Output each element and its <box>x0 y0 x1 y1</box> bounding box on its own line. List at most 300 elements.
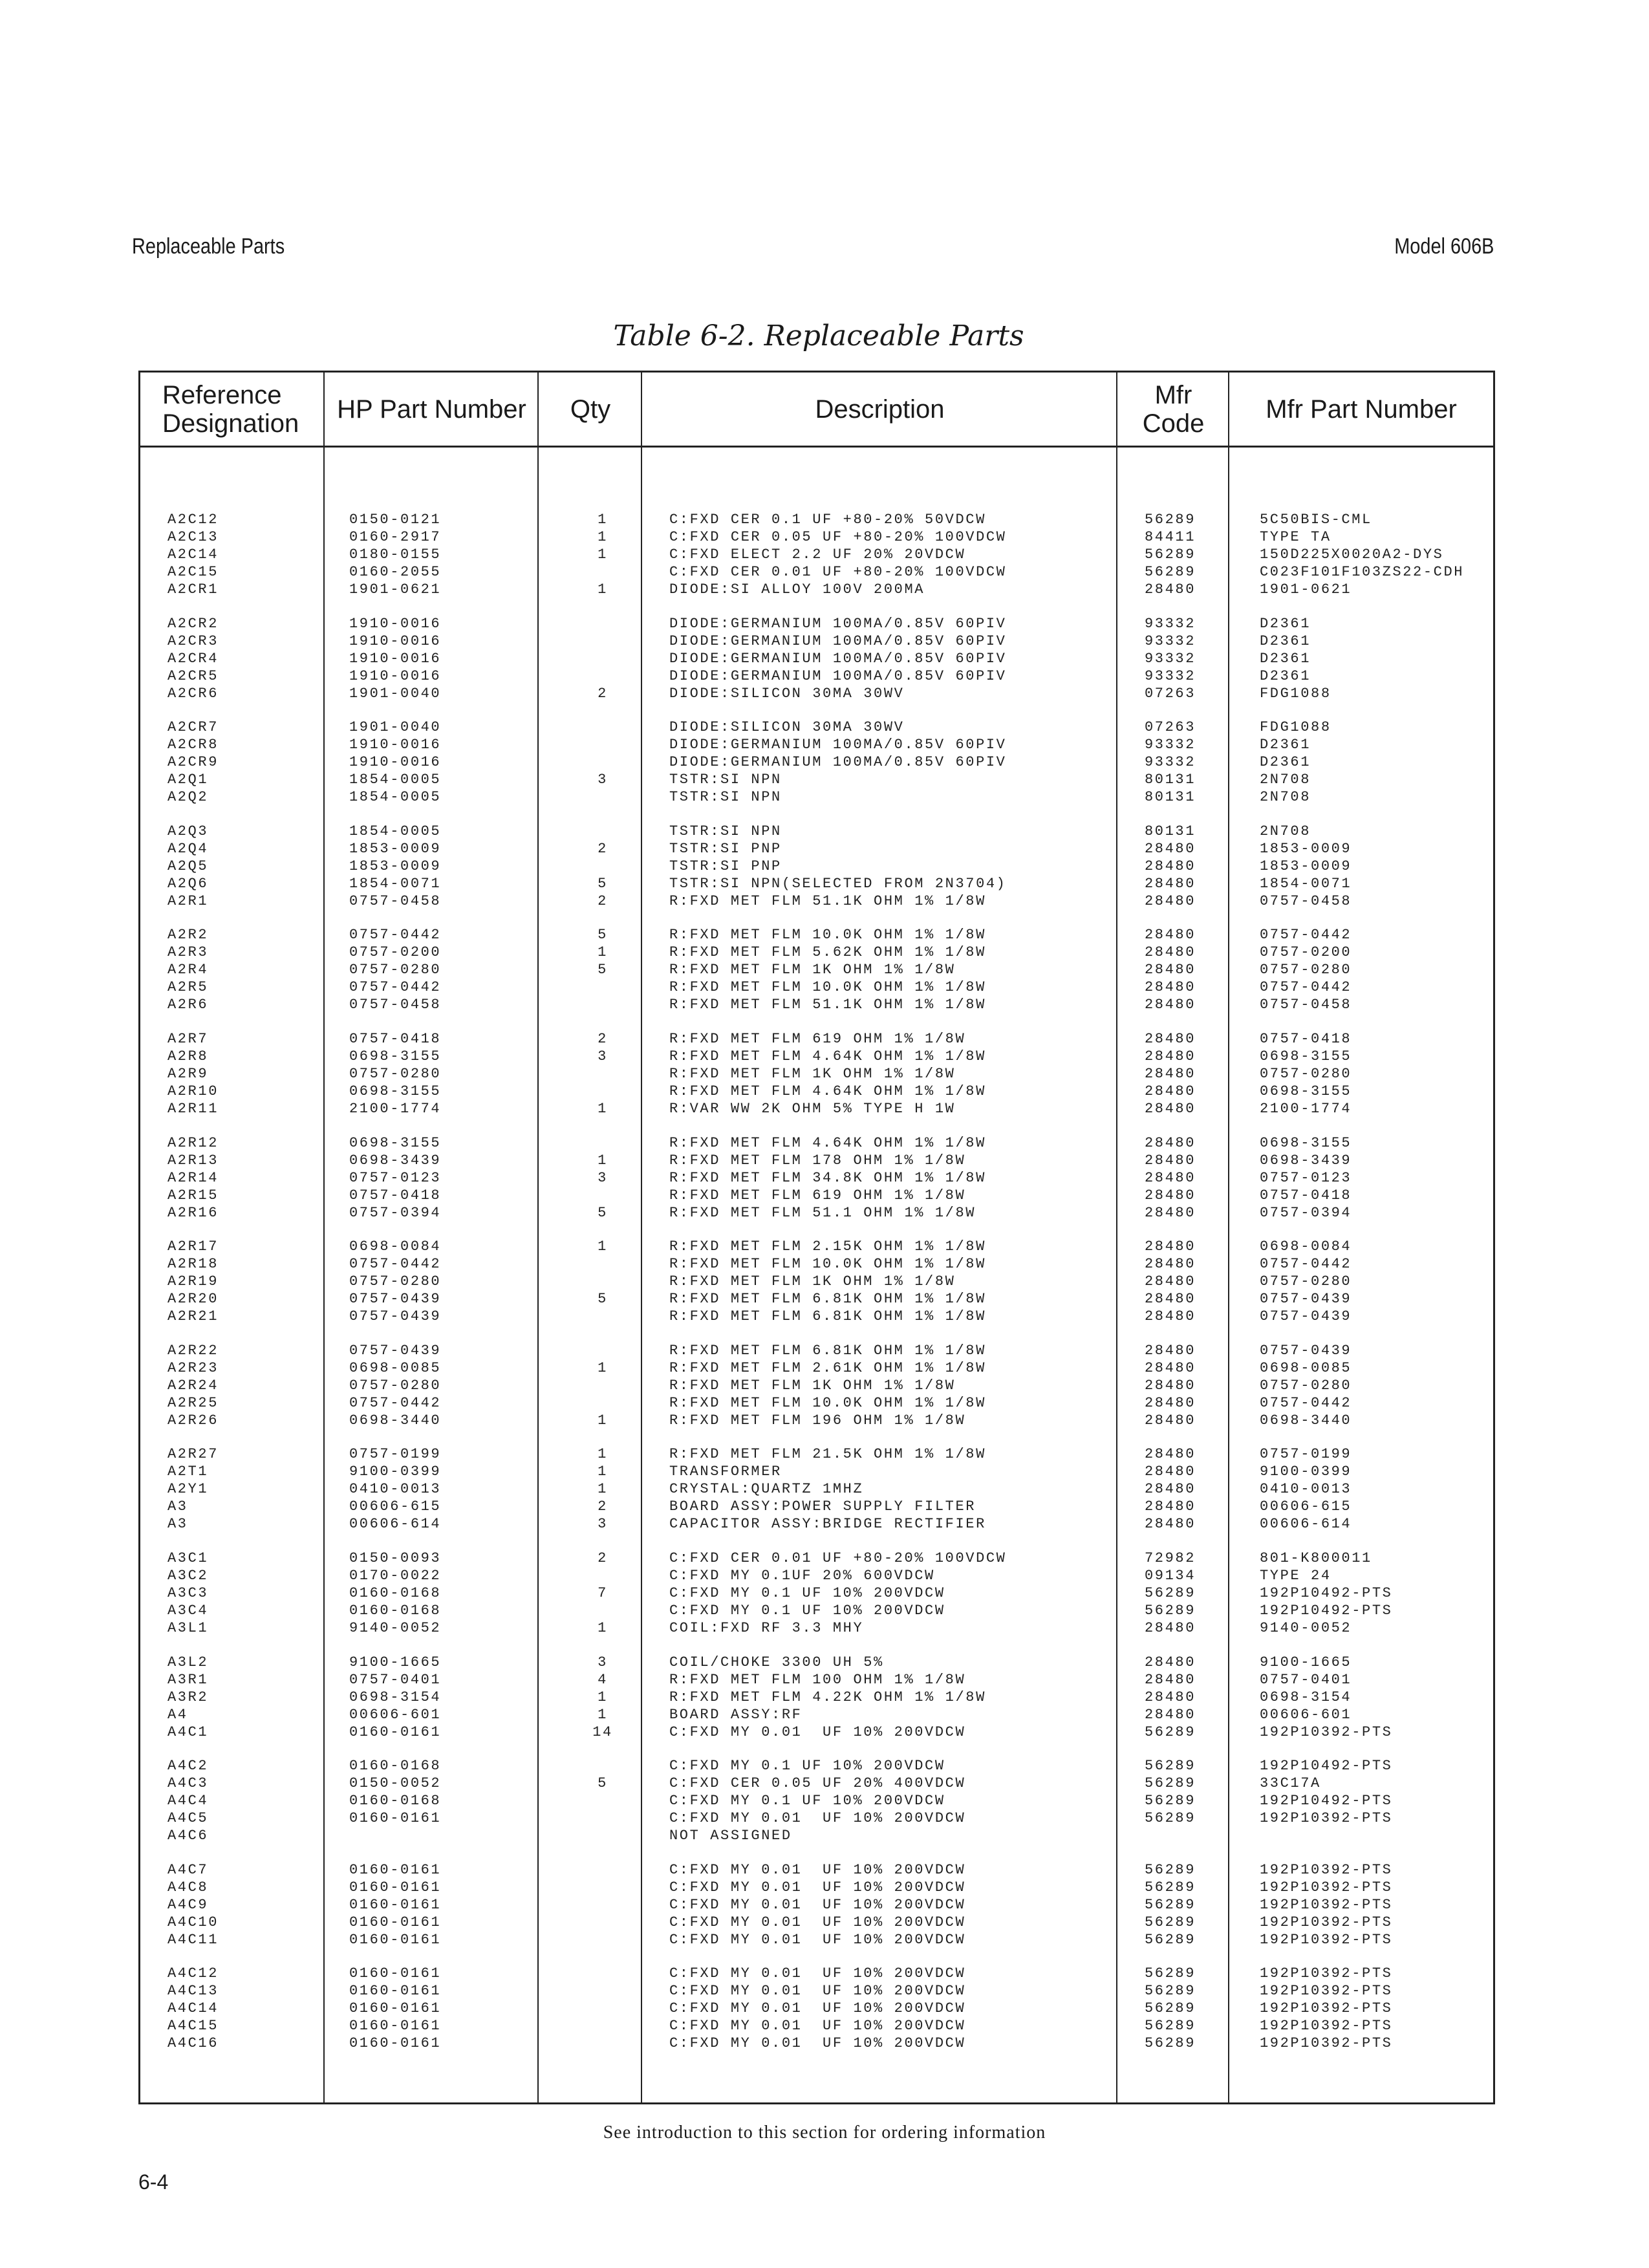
description-cell: DIODE:GERMANIUM 100MA/0.85V 60PIV <box>669 737 1007 753</box>
hp-part-number-cell: 9140-0052 <box>349 1620 442 1636</box>
hp-part-number-cell: 2100-1774 <box>349 1101 442 1117</box>
mfr-code-cell: 28480 <box>1145 1620 1196 1636</box>
mfr-part-number-cell: 9100-1665 <box>1260 1654 1352 1670</box>
column-divider <box>1228 373 1229 2102</box>
description-cell: R:FXD MET FLM 6.81K OHM 1% 1/8W <box>669 1308 986 1325</box>
mfr-part-number-cell: 192P10492-PTS <box>1260 1758 1393 1775</box>
description-cell: DIODE:GERMANIUM 100MA/0.85V 60PIV <box>669 632 1007 649</box>
hp-part-number-cell: 0160-0168 <box>349 1603 442 1619</box>
description-cell: C:FXD MY 0.01 UF 10% 200VDCW <box>669 2000 966 2017</box>
qty-cell: 1 <box>598 1446 608 1463</box>
ref-designation-cell: A2Q3 <box>167 823 209 839</box>
ref-designation-cell: A3 <box>167 1498 188 1515</box>
ref-designation-cell: A2R7 <box>167 1031 209 1047</box>
mfr-part-number-cell: 00606-601 <box>1260 1706 1352 1723</box>
hp-part-number-cell: 0170-0022 <box>349 1568 442 1584</box>
mfr-part-number-cell: C023F101F103ZS22-CDH <box>1260 564 1465 580</box>
column-header-mfr-code: Mfr Code <box>1142 380 1205 438</box>
description-cell: R:FXD MET FLM 4.22K OHM 1% 1/8W <box>669 1689 986 1705</box>
hp-part-number-cell: 1854-0005 <box>349 823 442 839</box>
qty-cell: 3 <box>598 1169 608 1186</box>
qty-cell: 1 <box>598 581 608 598</box>
qty-cell: 1 <box>598 1101 608 1117</box>
mfr-part-number-cell: 0757-0442 <box>1260 1394 1352 1411</box>
ref-designation-cell: A2Q5 <box>167 858 209 874</box>
hp-part-number-cell: 00606-601 <box>349 1706 442 1723</box>
mfr-part-number-cell: 192P10492-PTS <box>1260 1585 1393 1601</box>
hp-part-number-cell: 0757-0458 <box>349 997 442 1013</box>
mfr-code-cell: 93332 <box>1145 650 1196 667</box>
ref-designation-cell: A2R23 <box>167 1359 219 1376</box>
mfr-part-number-cell: 0698-3439 <box>1260 1152 1352 1169</box>
mfr-part-number-cell: 192P10392-PTS <box>1260 2035 1393 2052</box>
description-cell: R:FXD MET FLM 619 OHM 1% 1/8W <box>669 1031 966 1047</box>
description-cell: R:FXD MET FLM 4.64K OHM 1% 1/8W <box>669 1083 986 1099</box>
description-cell: R:FXD MET FLM 178 OHM 1% 1/8W <box>669 1152 966 1169</box>
mfr-code-cell: 56289 <box>1145 2035 1196 2052</box>
ref-designation-cell: A4 <box>167 1706 188 1723</box>
hp-part-number-cell: 0698-3155 <box>349 1048 442 1064</box>
mfr-code-cell: 28480 <box>1145 875 1196 892</box>
qty-cell: 1 <box>598 1620 608 1636</box>
mfr-part-number-cell: 192P10392-PTS <box>1260 2000 1393 2017</box>
description-cell: R:FXD MET FLM 4.64K OHM 1% 1/8W <box>669 1048 986 1064</box>
mfr-part-number-cell: 0757-0280 <box>1260 1273 1352 1290</box>
ref-designation-cell: A2CR3 <box>167 632 219 649</box>
mfr-code-cell: 28480 <box>1145 1412 1196 1429</box>
mfr-code-cell: 28480 <box>1145 927 1196 944</box>
ref-designation-cell: A4C13 <box>167 1983 219 2000</box>
description-cell: R:FXD MET FLM 10.0K OHM 1% 1/8W <box>669 979 986 996</box>
ref-designation-cell: A3R2 <box>167 1689 209 1705</box>
description-cell: TSTR:SI PNP <box>669 840 782 857</box>
ref-designation-cell: A2CR1 <box>167 581 219 598</box>
mfr-part-number-cell: 9100-0399 <box>1260 1463 1352 1480</box>
description-cell: C:FXD MY 0.01 UF 10% 200VDCW <box>669 2018 966 2035</box>
qty-cell: 3 <box>598 1048 608 1064</box>
mfr-code-cell: 80131 <box>1145 789 1196 806</box>
mfr-code-cell: 56289 <box>1145 1879 1196 1895</box>
description-cell: R:FXD MET FLM 10.0K OHM 1% 1/8W <box>669 1256 986 1273</box>
mfr-part-number-cell: D2361 <box>1260 667 1311 684</box>
mfr-part-number-cell: 0757-0442 <box>1260 1256 1352 1273</box>
ref-designation-cell: A2Q2 <box>167 789 209 806</box>
mfr-part-number-cell: 192P10392-PTS <box>1260 1914 1393 1930</box>
ref-designation-cell: A4C1 <box>167 1723 209 1740</box>
description-cell: C:FXD CER 0.05 UF 20% 400VDCW <box>669 1775 966 1792</box>
qty-cell: 2 <box>598 840 608 857</box>
ref-designation-cell: A3 <box>167 1516 188 1533</box>
ref-designation-cell: A2R2 <box>167 927 209 944</box>
hp-part-number-cell: 0757-0280 <box>349 1066 442 1082</box>
page-number: 6-4 <box>138 2170 169 2194</box>
mfr-code-cell: 80131 <box>1145 772 1196 788</box>
description-cell: C:FXD CER 0.05 UF +80-20% 100VDCW <box>669 529 1007 545</box>
description-cell: C:FXD MY 0.1 UF 10% 200VDCW <box>669 1758 945 1775</box>
mfr-code-cell: 56289 <box>1145 1585 1196 1601</box>
mfr-part-number-cell: 00606-615 <box>1260 1498 1352 1515</box>
qty-cell: 1 <box>598 1463 608 1480</box>
mfr-part-number-cell: D2361 <box>1260 632 1311 649</box>
hp-part-number-cell: 1910-0016 <box>349 650 442 667</box>
qty-cell: 1 <box>598 512 608 528</box>
description-cell: TSTR:SI NPN <box>669 772 782 788</box>
qty-cell: 7 <box>598 1585 608 1601</box>
mfr-code-cell: 56289 <box>1145 546 1196 563</box>
description-cell: R:FXD MET FLM 51.1K OHM 1% 1/8W <box>669 892 986 909</box>
column-header-reference: Reference Designation <box>162 380 299 438</box>
hp-part-number-cell: 0160-0161 <box>349 1983 442 2000</box>
table-title: Table 6-2. Replaceable Parts <box>613 319 1024 352</box>
ref-designation-cell: A2CR6 <box>167 685 219 702</box>
description-cell: R:FXD MET FLM 1K OHM 1% 1/8W <box>669 1066 956 1082</box>
ref-designation-cell: A2R6 <box>167 997 209 1013</box>
hp-part-number-cell: 9100-1665 <box>349 1654 442 1670</box>
ref-designation-cell: A2R13 <box>167 1152 219 1169</box>
ref-designation-cell: A2CR5 <box>167 667 219 684</box>
hp-part-number-cell: 0757-0439 <box>349 1342 442 1359</box>
mfr-code-cell: 28480 <box>1145 858 1196 874</box>
description-cell: R:FXD MET FLM 1K OHM 1% 1/8W <box>669 1273 956 1290</box>
description-cell: CRYSTAL:QUARTZ 1MHZ <box>669 1481 864 1498</box>
ref-designation-cell: A2R8 <box>167 1048 209 1064</box>
mfr-code-cell: 28480 <box>1145 1238 1196 1255</box>
mfr-code-cell: 28480 <box>1145 944 1196 961</box>
mfr-code-cell: 84411 <box>1145 529 1196 545</box>
hp-part-number-cell: 0698-3155 <box>349 1134 442 1151</box>
mfr-code-cell: 28480 <box>1145 1169 1196 1186</box>
mfr-code-cell: 28480 <box>1145 1481 1196 1498</box>
mfr-code-cell: 28480 <box>1145 1101 1196 1117</box>
description-cell: R:FXD MET FLM 10.0K OHM 1% 1/8W <box>669 927 986 944</box>
ref-designation-cell: A2CR9 <box>167 754 219 771</box>
hp-part-number-cell: 00606-615 <box>349 1498 442 1515</box>
description-cell: C:FXD ELECT 2.2 UF 20% 20VDCW <box>669 546 966 563</box>
qty-cell: 2 <box>598 1498 608 1515</box>
ref-designation-cell: A2CR4 <box>167 650 219 667</box>
mfr-part-number-cell: 150D225X0020A2-DYS <box>1260 546 1444 563</box>
hp-part-number-cell: 0160-0161 <box>349 2000 442 2017</box>
ref-designation-cell: A2R4 <box>167 962 209 978</box>
ref-designation-cell: A4C4 <box>167 1793 209 1809</box>
ref-designation-cell: A2R3 <box>167 944 209 961</box>
mfr-code-cell: 56289 <box>1145 1603 1196 1619</box>
hp-part-number-cell: 1910-0016 <box>349 632 442 649</box>
ref-designation-cell: A2R12 <box>167 1134 219 1151</box>
ref-designation-cell: A2R27 <box>167 1446 219 1463</box>
mfr-code-cell: 28480 <box>1145 997 1196 1013</box>
mfr-code-cell: 56289 <box>1145 2018 1196 2035</box>
description-cell: C:FXD MY 0.1 UF 10% 200VDCW <box>669 1603 945 1619</box>
hp-part-number-cell: 0160-0168 <box>349 1758 442 1775</box>
qty-cell: 14 <box>592 1723 613 1740</box>
description-cell: TSTR:SI NPN <box>669 823 782 839</box>
ref-designation-cell: A4C9 <box>167 1896 209 1913</box>
ref-designation-cell: A4C8 <box>167 1879 209 1895</box>
ref-designation-cell: A2C12 <box>167 512 219 528</box>
mfr-code-cell: 80131 <box>1145 823 1196 839</box>
mfr-part-number-cell: TYPE TA <box>1260 529 1331 545</box>
ordering-note: See introduction to this section for ordering information <box>603 2122 1046 2143</box>
mfr-code-cell: 28480 <box>1145 1342 1196 1359</box>
mfr-part-number-cell: FDG1088 <box>1260 719 1331 736</box>
description-cell: C:FXD MY 0.01 UF 10% 200VDCW <box>669 1965 966 1982</box>
mfr-code-cell: 28480 <box>1145 1048 1196 1064</box>
mfr-code-cell: 28480 <box>1145 1654 1196 1670</box>
description-cell: C:FXD MY 0.01 UF 10% 200VDCW <box>669 1879 966 1895</box>
qty-cell: 1 <box>598 1152 608 1169</box>
qty-cell: 5 <box>598 927 608 944</box>
hp-part-number-cell: 0757-0280 <box>349 1273 442 1290</box>
mfr-part-number-cell: 192P10392-PTS <box>1260 1931 1393 1948</box>
mfr-part-number-cell: 1853-0009 <box>1260 840 1352 857</box>
mfr-code-cell: 28480 <box>1145 1671 1196 1688</box>
mfr-part-number-cell: 192P10492-PTS <box>1260 1793 1393 1809</box>
ref-designation-cell: A2R26 <box>167 1412 219 1429</box>
table-header <box>140 373 1493 448</box>
description-cell: R:FXD MET FLM 21.5K OHM 1% 1/8W <box>669 1446 986 1463</box>
description-cell: C:FXD CER 0.01 UF +80-20% 100VDCW <box>669 564 1007 580</box>
ref-designation-cell: A3C2 <box>167 1568 209 1584</box>
ref-designation-cell: A4C14 <box>167 2000 219 2017</box>
qty-cell: 1 <box>598 1359 608 1376</box>
description-cell: R:FXD MET FLM 1K OHM 1% 1/8W <box>669 1377 956 1394</box>
hp-part-number-cell: 1901-0621 <box>349 581 442 598</box>
description-cell: TSTR:SI NPN(SELECTED FROM 2N3704) <box>669 875 1007 892</box>
qty-cell: 3 <box>598 1516 608 1533</box>
mfr-part-number-cell: D2361 <box>1260 650 1311 667</box>
hp-part-number-cell: 0160-0161 <box>349 1965 442 1982</box>
description-cell: DIODE:GERMANIUM 100MA/0.85V 60PIV <box>669 650 1007 667</box>
qty-cell: 1 <box>598 1689 608 1705</box>
description-cell: R:FXD MET FLM 1K OHM 1% 1/8W <box>669 962 956 978</box>
mfr-code-cell: 56289 <box>1145 564 1196 580</box>
mfr-code-cell: 72982 <box>1145 1550 1196 1566</box>
hp-part-number-cell: 0160-0161 <box>349 2035 442 2052</box>
mfr-code-cell: 28480 <box>1145 962 1196 978</box>
mfr-code-cell: 09134 <box>1145 1568 1196 1584</box>
mfr-part-number-cell: 0757-0458 <box>1260 892 1352 909</box>
hp-part-number-cell: 0757-0199 <box>349 1446 442 1463</box>
ref-designation-cell: A2R20 <box>167 1291 219 1308</box>
ref-designation-cell: A2R1 <box>167 892 209 909</box>
mfr-part-number-cell: 0757-0439 <box>1260 1342 1352 1359</box>
hp-part-number-cell: 0757-0439 <box>349 1291 442 1308</box>
ref-designation-cell: A4C6 <box>167 1828 209 1844</box>
hp-part-number-cell: 1901-0040 <box>349 685 442 702</box>
column-header-qty: Qty <box>570 394 611 424</box>
mfr-code-cell: 28480 <box>1145 1394 1196 1411</box>
hp-part-number-cell: 0160-0161 <box>349 2018 442 2035</box>
ref-designation-cell: A4C3 <box>167 1775 209 1792</box>
description-cell: BOARD ASSY:RF <box>669 1706 803 1723</box>
hp-part-number-cell: 0757-0442 <box>349 979 442 996</box>
mfr-code-cell: 56289 <box>1145 1758 1196 1775</box>
description-cell: R:FXD MET FLM 6.81K OHM 1% 1/8W <box>669 1291 986 1308</box>
qty-cell: 1 <box>598 1706 608 1723</box>
hp-part-number-cell: 0160-0168 <box>349 1793 442 1809</box>
description-cell: R:FXD MET FLM 100 OHM 1% 1/8W <box>669 1671 966 1688</box>
mfr-part-number-cell: 801-K800011 <box>1260 1550 1372 1566</box>
description-cell: C:FXD MY 0.01 UF 10% 200VDCW <box>669 1931 966 1948</box>
mfr-code-cell: 28480 <box>1145 1291 1196 1308</box>
description-cell: C:FXD MY 0.1 UF 10% 200VDCW <box>669 1585 945 1601</box>
column-divider <box>1116 373 1117 2102</box>
hp-part-number-cell: 1854-0005 <box>349 772 442 788</box>
mfr-part-number-cell: 0757-0394 <box>1260 1204 1352 1221</box>
qty-cell: 2 <box>598 1031 608 1047</box>
mfr-part-number-cell: 192P10392-PTS <box>1260 1983 1393 2000</box>
mfr-code-cell: 56289 <box>1145 2000 1196 2017</box>
hp-part-number-cell: 0160-0161 <box>349 1931 442 1948</box>
hp-part-number-cell: 00606-614 <box>349 1516 442 1533</box>
mfr-part-number-cell: D2361 <box>1260 615 1311 632</box>
hp-part-number-cell: 0757-0418 <box>349 1187 442 1204</box>
ref-designation-cell: A2CR2 <box>167 615 219 632</box>
ref-designation-cell: A4C12 <box>167 1965 219 1982</box>
mfr-code-cell: 28480 <box>1145 1204 1196 1221</box>
hp-part-number-cell: 1910-0016 <box>349 737 442 753</box>
ref-designation-cell: A4C2 <box>167 1758 209 1775</box>
mfr-code-cell: 93332 <box>1145 615 1196 632</box>
mfr-part-number-cell: 0698-3155 <box>1260 1083 1352 1099</box>
hp-part-number-cell: 0757-0401 <box>349 1671 442 1688</box>
description-cell: R:FXD MET FLM 2.61K OHM 1% 1/8W <box>669 1359 986 1376</box>
mfr-part-number-cell: 192P10392-PTS <box>1260 1896 1393 1913</box>
description-cell: C:FXD MY 0.01 UF 10% 200VDCW <box>669 1723 966 1740</box>
description-cell: NOT ASSIGNED <box>669 1828 792 1844</box>
ref-designation-cell: A2R22 <box>167 1342 219 1359</box>
ref-designation-cell: A4C15 <box>167 2018 219 2035</box>
hp-part-number-cell: 1854-0005 <box>349 789 442 806</box>
mfr-code-cell: 28480 <box>1145 1689 1196 1705</box>
hp-part-number-cell: 0757-0442 <box>349 1394 442 1411</box>
hp-part-number-cell: 0757-0200 <box>349 944 442 961</box>
mfr-code-cell: 28480 <box>1145 1498 1196 1515</box>
hp-part-number-cell: 1910-0016 <box>349 754 442 771</box>
qty-cell: 1 <box>598 1412 608 1429</box>
ref-designation-cell: A2Q4 <box>167 840 209 857</box>
qty-cell: 2 <box>598 685 608 702</box>
mfr-part-number-cell: 0757-0439 <box>1260 1291 1352 1308</box>
mfr-part-number-cell: D2361 <box>1260 754 1311 771</box>
ref-designation-cell: A2R21 <box>167 1308 219 1325</box>
mfr-part-number-cell: 0757-0401 <box>1260 1671 1352 1688</box>
description-cell: TRANSFORMER <box>669 1463 782 1480</box>
mfr-part-number-cell: 0757-0442 <box>1260 979 1352 996</box>
ref-designation-cell: A3L2 <box>167 1654 209 1670</box>
ref-designation-cell: A2C14 <box>167 546 219 563</box>
mfr-code-cell: 56289 <box>1145 1723 1196 1740</box>
qty-cell: 2 <box>598 1550 608 1566</box>
hp-part-number-cell: 0757-0394 <box>349 1204 442 1221</box>
mfr-part-number-cell: 1901-0621 <box>1260 581 1352 598</box>
description-cell: R:FXD MET FLM 10.0K OHM 1% 1/8W <box>669 1394 986 1411</box>
description-cell: C:FXD CER 0.1 UF +80-20% 50VDCW <box>669 512 986 528</box>
mfr-part-number-cell: 2N708 <box>1260 789 1311 806</box>
hp-part-number-cell: 1910-0016 <box>349 615 442 632</box>
mfr-code-cell: 28480 <box>1145 1706 1196 1723</box>
mfr-part-number-cell: 192P10392-PTS <box>1260 1723 1393 1740</box>
ref-designation-cell: A2R17 <box>167 1238 219 1255</box>
hp-part-number-cell: 0757-0418 <box>349 1031 442 1047</box>
qty-cell: 5 <box>598 962 608 978</box>
description-cell: CAPACITOR ASSY:BRIDGE RECTIFIER <box>669 1516 986 1533</box>
mfr-code-cell: 56289 <box>1145 1914 1196 1930</box>
description-cell: C:FXD MY 0.1UF 20% 600VDCW <box>669 1568 935 1584</box>
mfr-code-cell: 56289 <box>1145 1861 1196 1878</box>
mfr-part-number-cell: 33C17A <box>1260 1775 1321 1792</box>
description-cell: R:FXD MET FLM 51.1K OHM 1% 1/8W <box>669 997 986 1013</box>
mfr-part-number-cell: 0757-0280 <box>1260 962 1352 978</box>
description-cell: C:FXD CER 0.01 UF +80-20% 100VDCW <box>669 1550 1007 1566</box>
description-cell: C:FXD MY 0.01 UF 10% 200VDCW <box>669 1914 966 1930</box>
ref-designation-cell: A2R14 <box>167 1169 219 1186</box>
hp-part-number-cell: 0757-0123 <box>349 1169 442 1186</box>
hp-part-number-cell: 0150-0052 <box>349 1775 442 1792</box>
ref-designation-cell: A2R16 <box>167 1204 219 1221</box>
hp-part-number-cell: 0698-0085 <box>349 1359 442 1376</box>
description-cell: R:FXD MET FLM 34.8K OHM 1% 1/8W <box>669 1169 986 1186</box>
ref-designation-cell: A2R24 <box>167 1377 219 1394</box>
mfr-code-cell: 56289 <box>1145 1965 1196 1982</box>
mfr-code-cell: 28480 <box>1145 979 1196 996</box>
mfr-part-number-cell: 0757-0280 <box>1260 1377 1352 1394</box>
mfr-part-number-cell: 192P10392-PTS <box>1260 2018 1393 2035</box>
column-header-description: Description <box>815 394 945 424</box>
hp-part-number-cell: 0150-0093 <box>349 1550 442 1566</box>
hp-part-number-cell: 9100-0399 <box>349 1463 442 1480</box>
mfr-part-number-cell: 5C50BIS-CML <box>1260 512 1372 528</box>
qty-cell: 5 <box>598 1204 608 1221</box>
description-cell: R:FXD MET FLM 2.15K OHM 1% 1/8W <box>669 1238 986 1255</box>
description-cell: C:FXD MY 0.01 UF 10% 200VDCW <box>669 1810 966 1827</box>
ref-designation-cell: A4C16 <box>167 2035 219 2052</box>
mfr-code-cell: 28480 <box>1145 1152 1196 1169</box>
section-header: Replaceable Parts <box>132 234 285 259</box>
ref-designation-cell: A3L1 <box>167 1620 209 1636</box>
hp-part-number-cell: 0180-0155 <box>349 546 442 563</box>
hp-part-number-cell: 0160-2917 <box>349 529 442 545</box>
ref-designation-cell: A2R11 <box>167 1101 219 1117</box>
column-header-mfr-part-number: Mfr Part Number <box>1266 394 1457 424</box>
mfr-part-number-cell: 0698-3155 <box>1260 1134 1352 1151</box>
hp-part-number-cell: 1910-0016 <box>349 667 442 684</box>
description-cell: C:FXD MY 0.1 UF 10% 200VDCW <box>669 1793 945 1809</box>
mfr-code-cell: 93332 <box>1145 737 1196 753</box>
mfr-code-cell: 07263 <box>1145 719 1196 736</box>
mfr-part-number-cell: 0757-0439 <box>1260 1308 1352 1325</box>
qty-cell: 4 <box>598 1671 608 1688</box>
hp-part-number-cell: 0160-0161 <box>349 1723 442 1740</box>
mfr-code-cell: 28480 <box>1145 1083 1196 1099</box>
mfr-code-cell: 56289 <box>1145 1896 1196 1913</box>
mfr-code-cell: 28480 <box>1145 1377 1196 1394</box>
description-cell: COIL:FXD RF 3.3 MHY <box>669 1620 864 1636</box>
mfr-code-cell: 56289 <box>1145 512 1196 528</box>
description-cell: C:FXD MY 0.01 UF 10% 200VDCW <box>669 2035 966 2052</box>
mfr-part-number-cell: 1853-0009 <box>1260 858 1352 874</box>
mfr-code-cell: 56289 <box>1145 1775 1196 1792</box>
description-cell: BOARD ASSY:POWER SUPPLY FILTER <box>669 1498 976 1515</box>
mfr-code-cell: 56289 <box>1145 1810 1196 1827</box>
description-cell: C:FXD MY 0.01 UF 10% 200VDCW <box>669 1861 966 1878</box>
ref-designation-cell: A2R25 <box>167 1394 219 1411</box>
mfr-part-number-cell: 1854-0071 <box>1260 875 1352 892</box>
mfr-part-number-cell: 2N708 <box>1260 823 1311 839</box>
ref-designation-cell: A3C1 <box>167 1550 209 1566</box>
replaceable-parts-table <box>138 371 1495 2104</box>
